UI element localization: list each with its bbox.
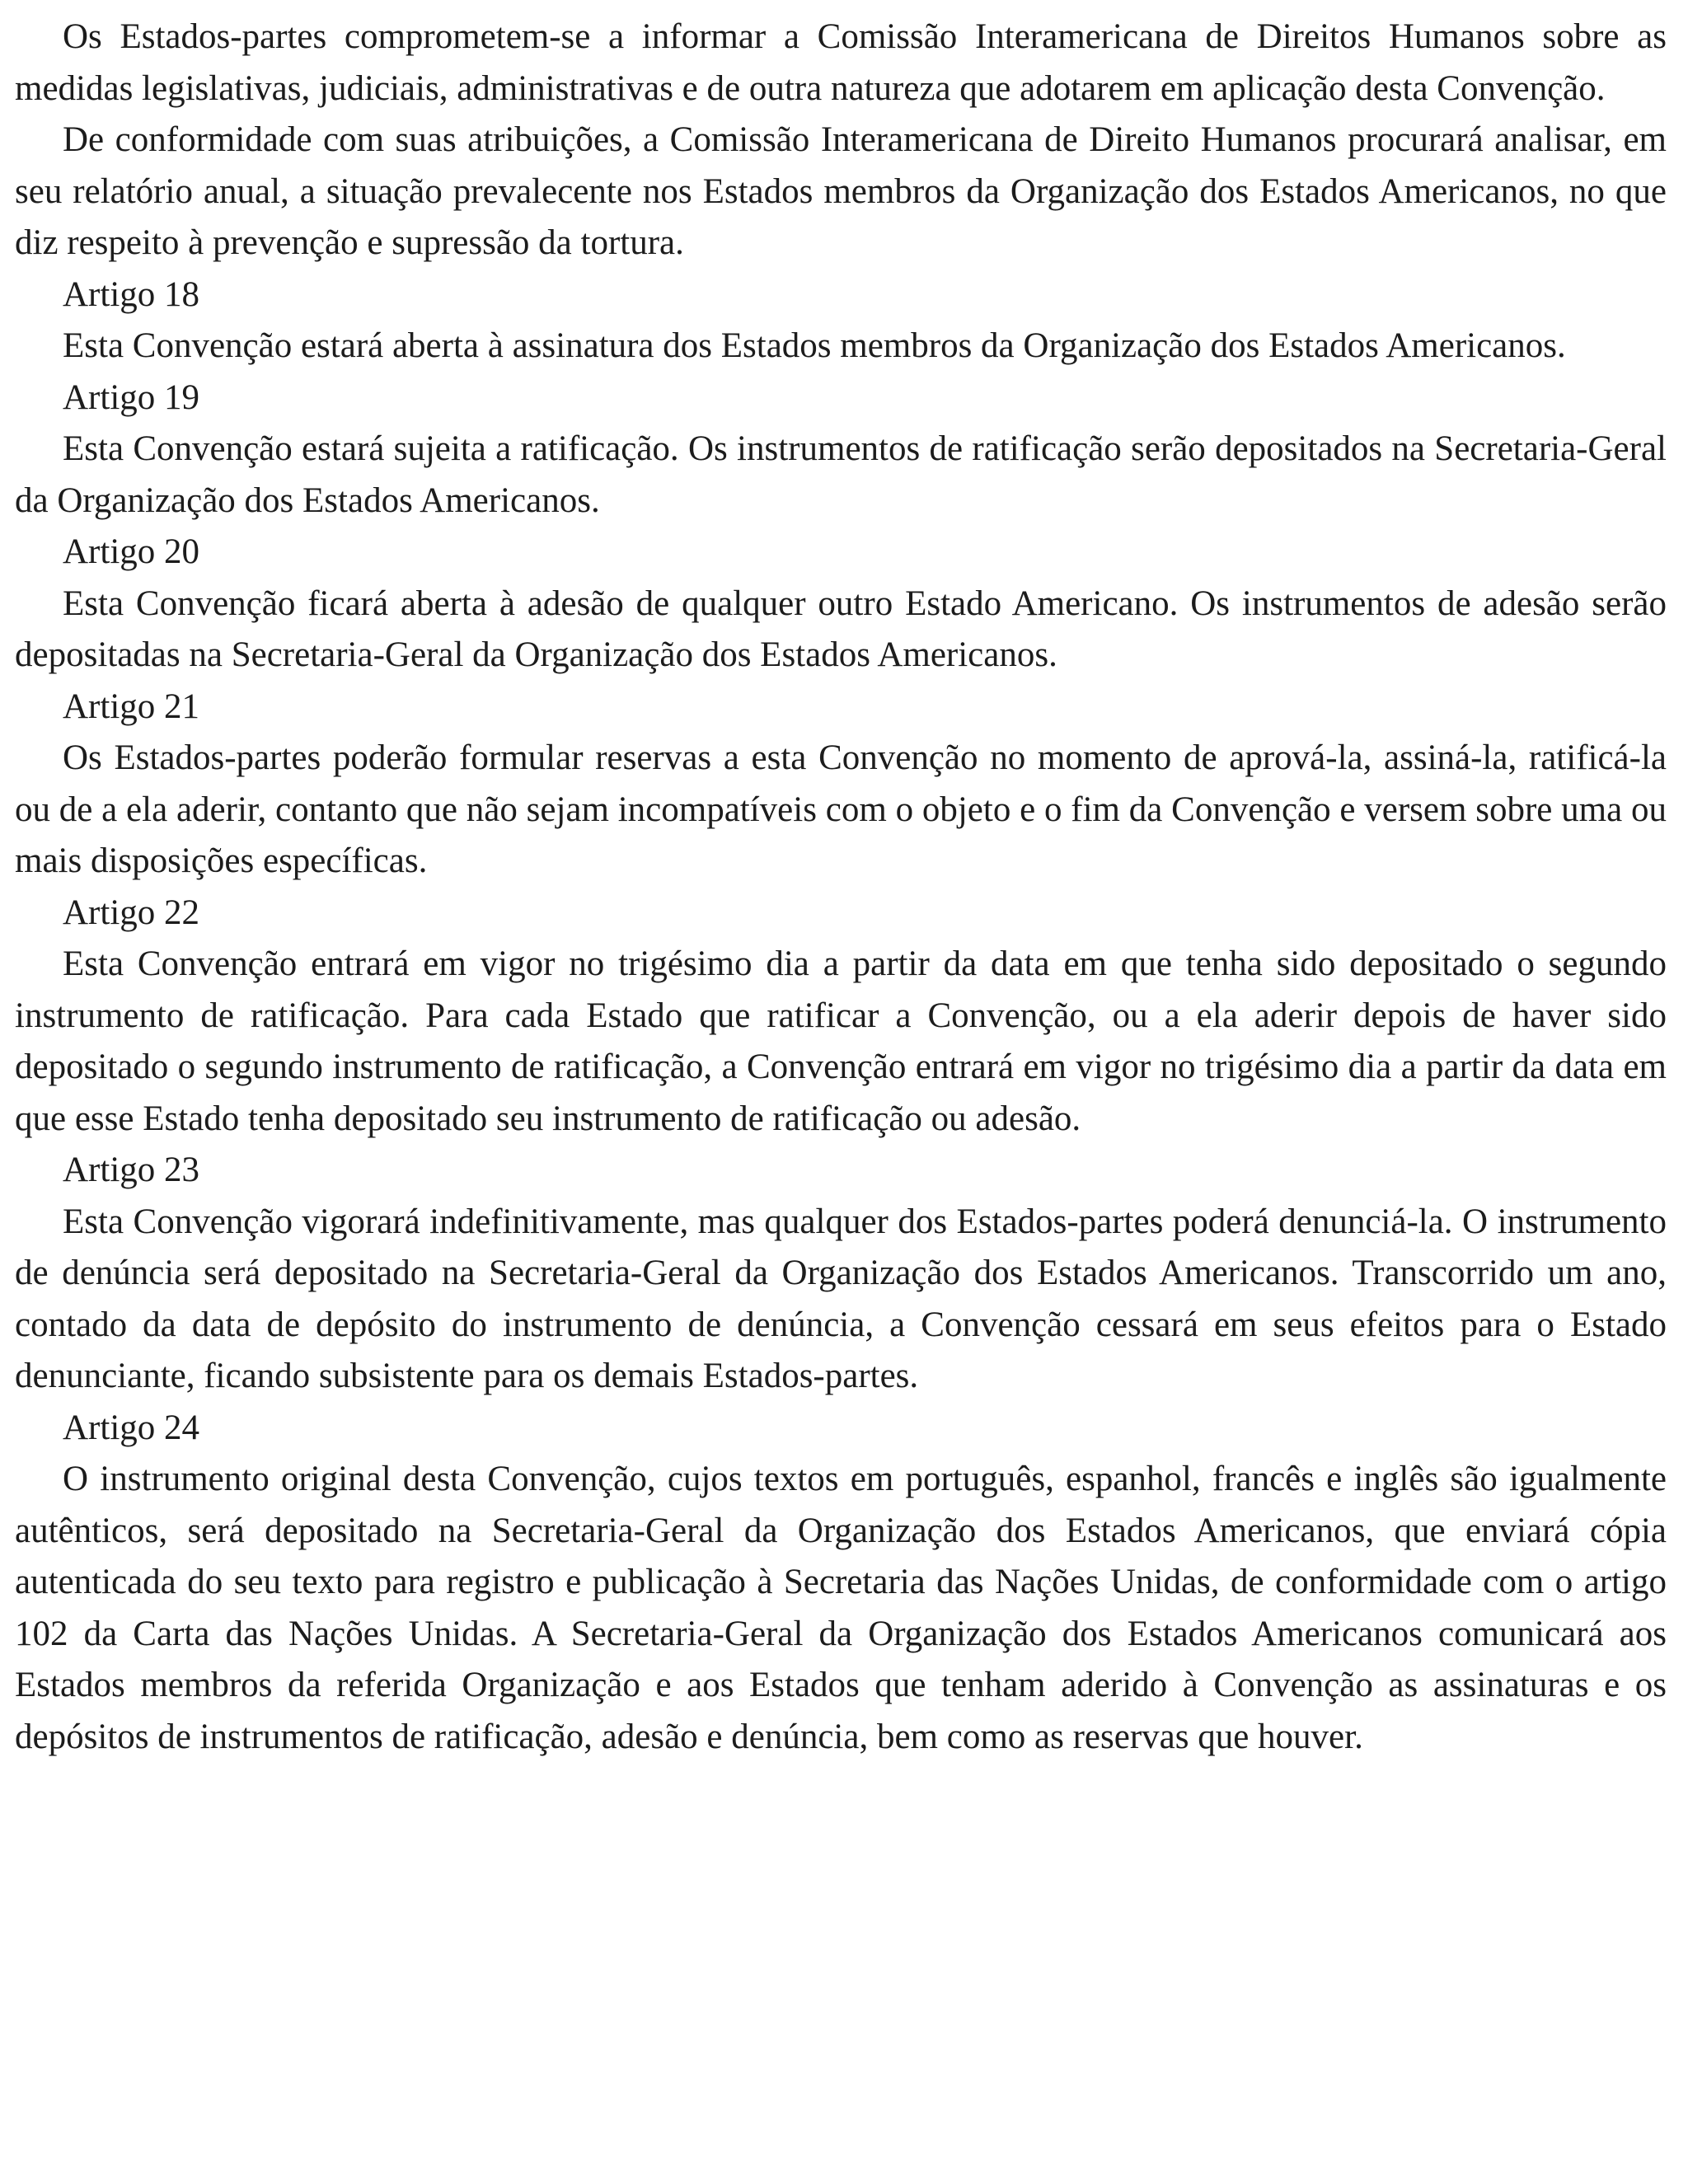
article-18-text: Esta Convenção estará aberta à assinatura dos Estados membros da Organização dos Estados Americanos. bbox=[63, 326, 1566, 365]
article-19-heading: Artigo 19 bbox=[63, 377, 200, 417]
article-19-text: Esta Convenção estará sujeita a ratificação. Os instrumentos de ratificação serão depositados na Secretaria-Geral da Organização dos Estados Americanos. bbox=[15, 429, 1667, 520]
article-22-heading: Artigo 22 bbox=[63, 893, 200, 932]
article-24-heading: Artigo 24 bbox=[63, 1408, 200, 1447]
document-page bbox=[15, 12, 1667, 1763]
article-21-heading: Artigo 21 bbox=[63, 687, 200, 726]
article-18-heading: Artigo 18 bbox=[63, 274, 200, 314]
article-22-text: Esta Convenção entrará em vigor no trigésimo dia a partir da data em que tenha sido depositado o segundo instrumento de ratificação. Para cada Estado que ratificar a Convenção, ou a ela aderir depois de haver sido depositado o segundo instrumento de ratificação, a Convenção entrará em vigor no trigésimo dia a partir da data em que esse Estado tenha depositado seu instrumento de ratificação ou adesão. bbox=[15, 944, 1667, 1138]
paragraph-commitment-inform: Os Estados-partes comprometem-se a informar a Comissão Interamericana de Direitos Humanos sobre as medidas legislativas, judiciais, administrativas e de outra natureza que adotarem em aplicação desta Convenção. bbox=[15, 17, 1667, 108]
article-23-text: Esta Convenção vigorará indefinitivamente, mas qualquer dos Estados-partes poderá denunciá-la. O instrumento de denúncia será depositado na Secretaria-Geral da Organização dos Estados Americanos. Transcorrido um ano, contado da data de depósito do instrumento de denúncia, a Convenção cessará em seus efeitos para o Estado denunciante, ficando subsistente para os demais Estados-partes. bbox=[15, 1202, 1667, 1395]
article-20-heading: Artigo 20 bbox=[63, 532, 200, 571]
article-20-text: Esta Convenção ficará aberta à adesão de qualquer outro Estado Americano. Os instrumentos de adesão serão depositadas na Secretaria-Geral da Organização dos Estados Americanos. bbox=[15, 583, 1667, 674]
article-23-heading: Artigo 23 bbox=[63, 1151, 200, 1189]
article-24-text: O instrumento original desta Convenção, cujos textos em português, espanhol, francês e inglês são igualmente autênticos, será depositado na Secretaria-Geral da Organização dos Estados Americanos, que enviará cópia autenticada do seu texto para registro e publicação à Secretaria das Nações Unidas, de conformidade com o artigo 102 da Carta das Nações Unidas. A Secretaria-Geral da Organização dos Estados Americanos comunicará aos Estados membros da referida Organização e aos Estados que tenham aderido à Convenção as assinaturas e os depósitos de instrumentos de ratificação, adesão e denúncia, bem como as reservas que houver. bbox=[15, 1460, 1667, 1756]
paragraph-commission-report: De conformidade com suas atribuições, a Comissão Interamericana de Direito Humanos procurará analisar, em seu relatório anual, a situação prevalecente nos Estados membros da Organização dos Estados Americanos, no que diz respeito à prevenção e supressão da tortura. bbox=[15, 120, 1667, 262]
article-21-text: Os Estados-partes poderão formular reservas a esta Convenção no momento de aprová-la, assiná-la, ratificá-la ou de a ela aderir, contanto que não sejam incompatíveis com o objeto e o fim da Convenção e versem sobre uma ou mais disposições específicas. bbox=[15, 738, 1667, 880]
